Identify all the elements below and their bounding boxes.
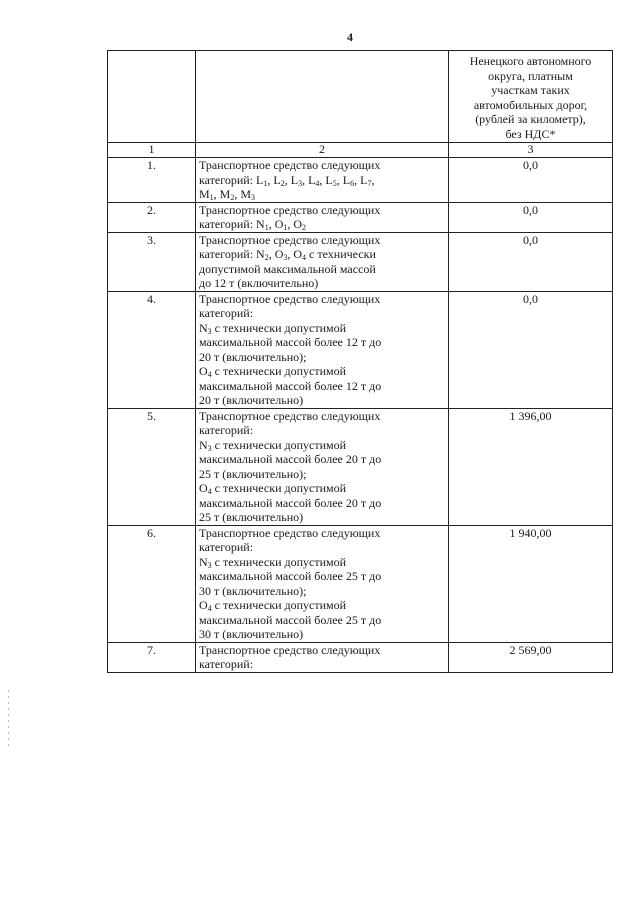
table-row: [108, 232, 613, 291]
category-subscript: 3: [207, 560, 212, 570]
table-row: [108, 525, 613, 642]
description-line: [199, 467, 445, 482]
vehicle-category-description: [196, 202, 449, 232]
description-text: , L: [336, 172, 351, 187]
description-text: 25 т (включительно): [199, 510, 304, 524]
description-text: , O: [287, 217, 303, 231]
table-row: [108, 642, 613, 672]
description-line: [199, 555, 445, 570]
tariff-table: [107, 50, 613, 673]
table-row: [108, 408, 613, 525]
description-line: [199, 452, 445, 467]
table-row: [108, 158, 613, 203]
scan-margin-mark: [8, 690, 9, 750]
tariff-value: 0,0: [449, 291, 613, 408]
vehicle-category-description: [196, 232, 449, 291]
category-subscript: 3: [207, 443, 212, 453]
header-cell-1: [108, 51, 196, 143]
header-cell-3: [449, 51, 613, 143]
tariff-value: 2 569,00: [449, 642, 613, 672]
description-line: [199, 481, 445, 496]
category-subscript: 3: [298, 178, 303, 188]
description-text: 30 т (включительно): [199, 627, 304, 641]
description-line: [199, 292, 445, 307]
vehicle-category-description: [196, 291, 449, 408]
description-line: [199, 379, 445, 394]
column-number-row: [108, 143, 613, 158]
description-line: [199, 598, 445, 613]
description-line: [199, 247, 445, 262]
description-line: [199, 233, 445, 248]
category-subscript: 3: [251, 193, 256, 202]
column-number: 3: [449, 143, 613, 158]
tariff-value: 0,0: [449, 158, 613, 203]
description-text: максимальной массой более 25 т до: [199, 569, 382, 583]
description-line: [199, 350, 445, 365]
category-subscript: 4: [207, 487, 212, 496]
description-text: максимальной массой более 25 т до: [199, 612, 382, 627]
description-line: [199, 423, 445, 438]
row-number: 2.: [108, 202, 196, 232]
category-subscript: 6: [350, 178, 355, 188]
description-line: [199, 627, 445, 642]
description-text: максимальной массой более 12 т до: [199, 378, 382, 393]
category-subscript: 4: [207, 370, 212, 379]
description-text: Транспортное средство следующих: [199, 232, 381, 247]
category-subscript: 1: [209, 193, 214, 202]
description-line: [199, 526, 445, 541]
description-text: O: [199, 481, 208, 495]
description-text: 25 т (включительно);: [199, 466, 307, 481]
tariff-value: 0,0: [449, 232, 613, 291]
header-line: округа, платным: [488, 68, 573, 83]
description-line: [199, 496, 445, 511]
description-text: M: [199, 187, 210, 201]
description-text: с технически допустимой: [211, 320, 347, 335]
description-text: максимальной массой более 20 т до: [199, 452, 382, 466]
category-subscript: 2: [230, 193, 235, 202]
category-subscript: 2: [280, 178, 285, 188]
header-row: [108, 51, 613, 143]
description-text: , L: [284, 172, 299, 187]
description-text: с технически допустимой: [211, 554, 347, 569]
category-subscript: 1: [264, 223, 269, 232]
description-text: Транспортное средство следующих: [199, 291, 381, 306]
column-number: 1: [108, 143, 196, 158]
description-text: Транспортное средство следующих: [199, 202, 381, 217]
description-line: [199, 569, 445, 584]
vehicle-category-description: [196, 525, 449, 642]
description-text: максимальной массой более 12 т до: [199, 335, 382, 349]
description-line: [199, 613, 445, 628]
description-line: [199, 510, 445, 525]
description-text: , L: [319, 172, 333, 187]
description-text: ,: [371, 172, 375, 187]
description-text: , L: [354, 172, 368, 187]
row-number: 1.: [108, 158, 196, 203]
category-subscript: 4: [315, 178, 320, 188]
description-line: [199, 438, 445, 453]
description-text: 20 т (включительно): [199, 393, 304, 407]
header-line: автомобильных дорог,: [473, 97, 588, 112]
description-text: , M: [234, 187, 252, 201]
vehicle-category-description: [196, 158, 449, 203]
description-text: с технически: [306, 247, 376, 261]
description-text: O: [199, 364, 208, 378]
header-cell-2: [196, 51, 449, 143]
description-text: Транспортное средство следующих: [199, 525, 381, 540]
tariff-value: 1 940,00: [449, 525, 613, 642]
description-text: O: [199, 598, 208, 612]
tariff-value: 0,0: [449, 202, 613, 232]
category-subscript: 3: [207, 326, 212, 336]
category-subscript: 4: [302, 253, 307, 262]
description-text: категорий: N: [199, 247, 265, 261]
row-number: 3.: [108, 232, 196, 291]
category-subscript: 7: [367, 178, 372, 188]
description-line: [199, 262, 445, 277]
row-number: 5.: [108, 408, 196, 525]
description-text: N: [199, 554, 208, 569]
category-subscript: 4: [207, 604, 212, 613]
description-line: [199, 540, 445, 555]
description-text: категорий:: [199, 540, 254, 554]
category-subscript: 1: [263, 178, 268, 188]
description-text: с технически допустимой: [211, 481, 347, 495]
category-subscript: 3: [283, 253, 288, 262]
description-line: [199, 158, 445, 173]
description-line: [199, 217, 445, 232]
description-line: [199, 306, 445, 321]
description-text: Транспортное средство следующих: [199, 408, 381, 423]
description-text: , O: [268, 217, 284, 231]
description-text: допустимой максимальной массой: [199, 261, 376, 276]
description-text: , O: [268, 247, 284, 261]
description-line: [199, 657, 445, 672]
description-line: [199, 393, 445, 408]
description-line: [199, 187, 445, 202]
row-number: 7.: [108, 642, 196, 672]
description-text: , L: [302, 172, 316, 187]
row-number: 6.: [108, 525, 196, 642]
description-text: 30 т (включительно);: [199, 583, 307, 598]
header-line: (рублей за километр),: [475, 112, 586, 126]
table-row: [108, 202, 613, 232]
description-line: [199, 584, 445, 599]
description-text: до 12 т (включительно): [199, 276, 319, 290]
table-row: [108, 291, 613, 408]
description-text: с технически допустимой: [211, 437, 347, 452]
description-text: категорий:: [199, 423, 254, 437]
description-line: [199, 321, 445, 336]
description-text: 20 т (включительно);: [199, 349, 307, 364]
header-line: без НДС*: [505, 126, 556, 141]
description-text: максимальной массой более 20 т до: [199, 495, 382, 510]
category-subscript: 2: [264, 253, 269, 262]
description-text: с технически допустимой: [211, 598, 347, 612]
description-text: , O: [287, 247, 303, 261]
description-text: категорий:: [199, 657, 254, 671]
description-text: , L: [267, 172, 281, 187]
header-line: участкам таких: [491, 83, 570, 97]
description-text: Транспортное средство следующих: [199, 642, 381, 657]
vehicle-category-description: [196, 408, 449, 525]
description-line: [199, 335, 445, 350]
description-line: [199, 203, 445, 218]
row-number: 4.: [108, 291, 196, 408]
description-text: с технически допустимой: [211, 364, 347, 378]
description-line: [199, 643, 445, 658]
description-text: Транспортное средство следующих: [199, 158, 381, 172]
category-subscript: 1: [283, 223, 288, 232]
description-text: категорий: N: [199, 217, 265, 231]
category-subscript: 5: [332, 178, 337, 188]
description-line: [199, 364, 445, 379]
header-line: Ненецкого автономного: [469, 54, 592, 68]
column-number: 2: [196, 143, 449, 158]
description-line: [199, 173, 445, 188]
description-text: , M: [213, 187, 231, 201]
page-number: 4: [347, 30, 353, 44]
description-line: [199, 409, 445, 424]
description-text: N: [199, 320, 208, 335]
category-subscript: 2: [302, 223, 307, 232]
description-text: N: [199, 437, 208, 452]
vehicle-category-description: [196, 642, 449, 672]
description-line: [199, 276, 445, 291]
tariff-value: 1 396,00: [449, 408, 613, 525]
description-text: категорий: L: [199, 172, 264, 187]
description-text: категорий:: [199, 306, 254, 320]
